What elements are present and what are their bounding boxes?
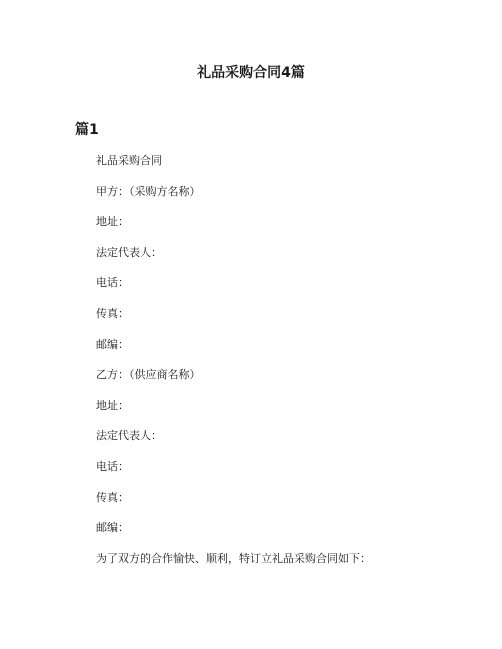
contract-line: 地址： [96, 215, 129, 229]
contract-line: 法定代表人： [96, 245, 162, 259]
contract-line: 电话： [96, 276, 129, 290]
contract-line: 传真： [96, 306, 129, 320]
contract-line: 礼品采购合同 [96, 154, 162, 167]
contract-line: 传真： [96, 490, 129, 504]
contract-line: 乙方：（供应商名称） [96, 368, 201, 382]
contract-body [96, 153, 371, 581]
document-title: 礼品采购合同4篇 [197, 65, 305, 81]
contract-line: 地址： [96, 398, 129, 412]
contract-line: 为了双方的合作愉快、顺利，特订立礼品采购合同如下： [96, 551, 371, 565]
contract-line: 法定代表人： [96, 429, 162, 443]
contract-line: 邮编： [96, 521, 129, 535]
section-heading: 篇1 [75, 122, 99, 138]
contract-line: 电话： [96, 459, 129, 473]
contract-line: 邮编： [96, 337, 129, 351]
contract-line: 甲方：（采购方名称） [96, 184, 201, 198]
